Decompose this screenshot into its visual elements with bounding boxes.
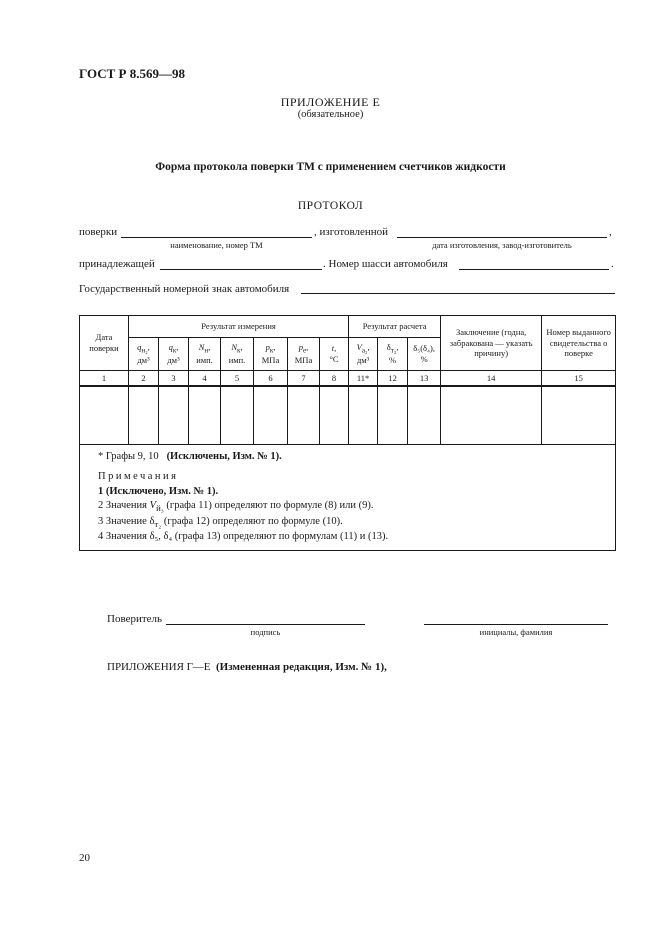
header-t: t, °С <box>320 338 349 371</box>
signature-caption: подпись <box>250 627 281 637</box>
header-v: $V_{а_2}$, дм³ <box>349 338 378 371</box>
notes-heading: Примечания <box>98 471 179 483</box>
header-conclusion: Заключение (годна, забракована — указать причину) <box>441 316 542 371</box>
header-date: Дата поверки <box>80 316 129 371</box>
empty-cell <box>80 386 129 445</box>
line3-field-plate <box>301 293 615 294</box>
footnote: * Графы 9, 10 (Исключены, Изм. № 1). <box>98 451 282 462</box>
note-item-1: 1 (Исключено, Изм. № 1). <box>98 485 219 497</box>
col-number: 3 <box>159 371 189 387</box>
table-row <box>80 386 616 445</box>
col-number: 15 <box>542 371 616 387</box>
header-n-h: $N_н$, имп. <box>189 338 221 371</box>
form-title: Форма протокола поверки ТМ с применением счетчиков жидкости <box>155 161 506 173</box>
document-code: ГОСТ Р 8.569—98 <box>79 66 185 81</box>
line2-end: . <box>611 258 614 270</box>
col-number: 5 <box>221 371 254 387</box>
header-calc-group: Результат расчета <box>349 316 441 338</box>
col-number: 8 <box>320 371 349 387</box>
col-number: 12 <box>378 371 408 387</box>
col-number: 6 <box>254 371 288 387</box>
appendix-title: ПРИЛОЖЕНИЕ Е <box>280 95 381 109</box>
line1-middle: , изготовленной <box>314 226 389 238</box>
line1-field-instrument <box>121 237 312 238</box>
line2-middle: . Номер шасси автомобиля <box>323 258 448 270</box>
appendix-subtitle: (обязательное) <box>297 109 364 120</box>
line1-prefix: поверки <box>79 226 118 238</box>
protocol-title: ПРОТОКОЛ <box>297 200 364 212</box>
header-delta-5-4: δ₅(δ₄), % <box>408 338 441 371</box>
signature-label: Поверитель <box>107 613 163 625</box>
name-field <box>424 624 608 625</box>
header-delta-t2: $\delta_{т_2}$, % <box>378 338 408 371</box>
line2-field-chassis <box>459 269 609 270</box>
header-p-k: $p_к$, МПа <box>254 338 288 371</box>
header-p-e: $p_е$, МПа <box>288 338 320 371</box>
line2-prefix: принадлежащей <box>79 258 155 270</box>
col-number: 2 <box>129 371 159 387</box>
empty-cell <box>441 386 542 445</box>
line3-prefix: Государственный номерной знак автомобиля <box>79 283 290 295</box>
empty-cell <box>320 386 349 445</box>
empty-cell <box>221 386 254 445</box>
line1-field-manufacture <box>397 237 607 238</box>
header-measure-group: Результат измерения <box>129 316 349 338</box>
empty-cell <box>349 386 378 445</box>
header-certificate: Номер выданного свидетельства о поверке <box>542 316 616 371</box>
empty-cell <box>542 386 616 445</box>
col-number: 14 <box>441 371 542 387</box>
empty-cell <box>189 386 221 445</box>
line1-end: , <box>609 226 612 238</box>
col-number: 13 <box>408 371 441 387</box>
line1-caption-right: дата изготовления, завод-изготовитель <box>432 240 572 250</box>
header-q-k: $q_к$, дм³ <box>159 338 189 371</box>
table-notes <box>80 445 616 551</box>
note-item-2: 2 Значения $V_{й_3}$ (графа 11) определяют по формуле (8) или (9). <box>98 500 374 514</box>
page-number: 20 <box>79 852 90 864</box>
empty-cell <box>159 386 189 445</box>
appendices-note: ПРИЛОЖЕНИЯ Г—Е (Измененная редакция, Изм. № 1), <box>107 661 387 673</box>
empty-cell <box>288 386 320 445</box>
protocol-table <box>79 315 616 551</box>
col-number: 4 <box>189 371 221 387</box>
empty-cell <box>129 386 159 445</box>
signature-field <box>166 624 365 625</box>
empty-cell <box>408 386 441 445</box>
header-n-k: $N_к$, имп. <box>221 338 254 371</box>
line2-field-owner <box>160 269 322 270</box>
col-number: 11* <box>349 371 378 387</box>
name-caption: инициалы, фамилия <box>479 627 553 637</box>
empty-cell <box>378 386 408 445</box>
col-number: 7 <box>288 371 320 387</box>
header-q-h: $q_{н_2}$, дм³ <box>129 338 159 371</box>
empty-cell <box>254 386 288 445</box>
note-item-3: 3 Значение $\delta_{т_2}$ (графа 12) определяют по формуле (10). <box>98 515 343 529</box>
line1-caption-left: наименование, номер ТМ <box>170 240 263 250</box>
col-number: 1 <box>80 371 129 387</box>
note-item-4: 4 Значения δ₅, δ₄ (графа 13) определяют по формулам (11) и (13). <box>98 530 389 542</box>
